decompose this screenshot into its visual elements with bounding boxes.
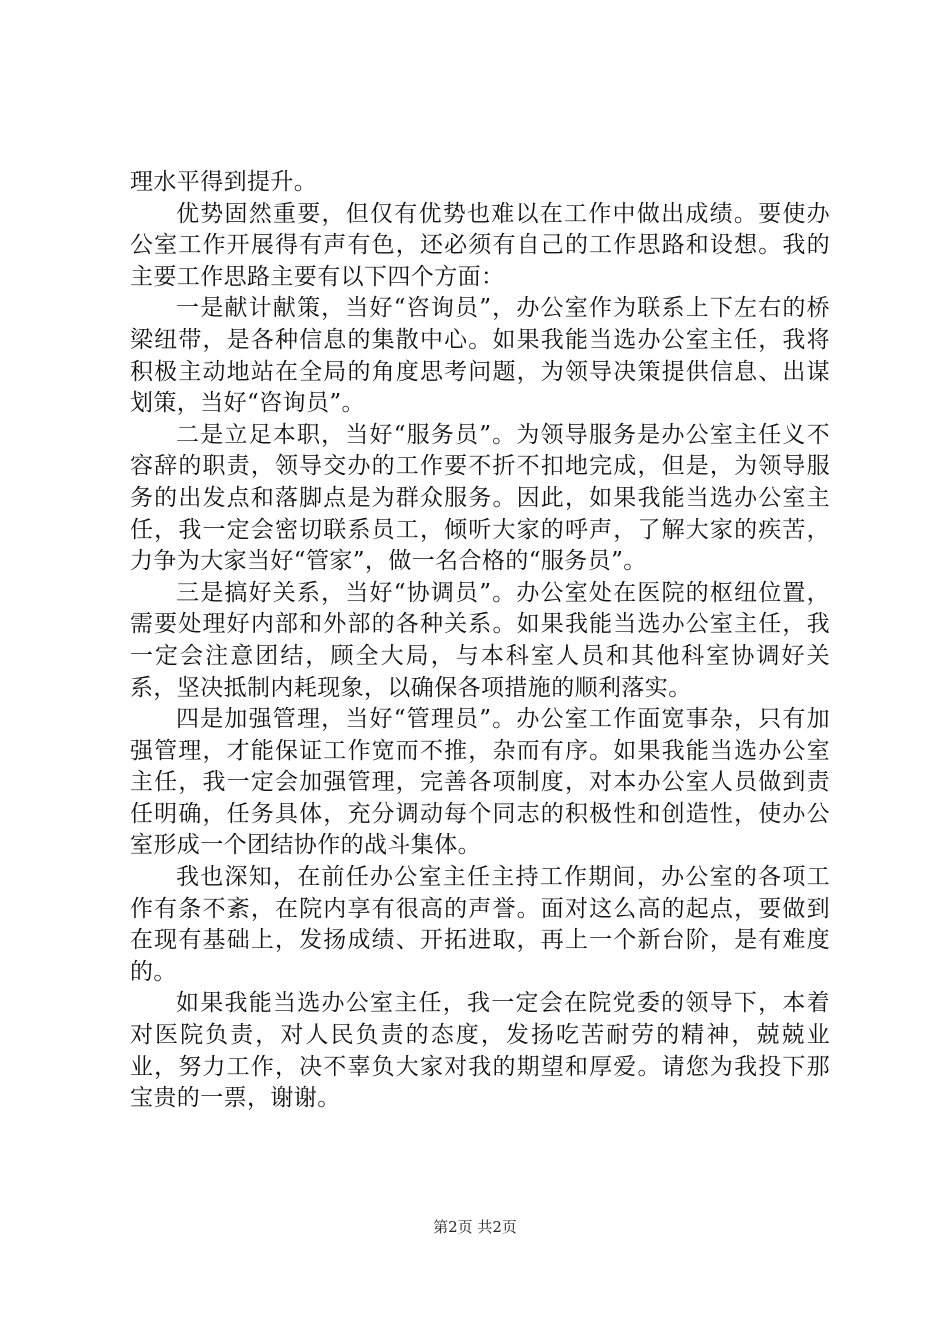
document-body (130, 167, 830, 1115)
paragraph-7: 我也深知，在前任办公室主任主持工作期间，办公室的各项工作有条不紊，在院内享有很高的声誉。面对这么高的起点，要做到在现有基础上，发扬成绩、开拓进取，再上一个新台阶，是有难度的。 (130, 864, 830, 985)
paragraph-2: 优势固然重要，但仅有优势也难以在工作中做出成绩。要使办公室工作开展得有声有色，还必须有自己的工作思路和设想。我的主要工作思路主要有以下四个方面： (130, 200, 830, 290)
paragraph-8: 如果我能当选办公室主任，我一定会在院党委的领导下，本着对医院负责，对人民负责的态度，发扬吃苦耐劳的精神，兢兢业业，努力工作，决不辜负大家对我的期望和厚爱。请您为我投下那宝贵的一票，谢谢。 (130, 990, 830, 1112)
paragraph-1: 理水平得到提升。 (130, 169, 318, 195)
paragraph-6: 四是加强管理，当好“管理员”。办公室工作面宽事杂，只有加强管理，才能保证工作宽而不推，杂而有序。如果我能当选办公室主任，我一定会加强管理，完善各项制度，对本办公室人员做到责任明确，任务具体，充分调动每个同志的积极性和创造性，使办公室形成一个团结协作的战斗集体。 (130, 706, 830, 859)
paragraph-5: 三是搞好关系，当好“协调员”。办公室处在医院的枢纽位置，需要处理好内部和外部的各种关系。如果我能当选办公室主任，我一定会注意团结，顾全大局，与本科室人员和其他科室协调好关系，坚决抵制内耗现象，以确保各项措施的顺利落实。 (130, 579, 830, 701)
paragraph-3: 一是献计献策，当好“咨询员”，办公室作为联系上下左右的桥梁纽带，是各种信息的集散中心。如果我能当选办公室主任，我将积极主动地站在全局的角度思考问题，为领导决策提供信息、出谋划策，当好“咨询员”。 (130, 295, 830, 417)
page-footer: 第2页 共2页 (433, 1218, 517, 1236)
paragraph-4: 二是立足本职，当好“服务员”。为领导服务是办公室主任义不容辞的职责，领导交办的工作要不折不扣地完成，但是，为领导服务的出发点和落脚点是为群众服务。因此，如果我能当选办公室主任，我一定会密切联系员工，倾听大家的呼声，了解大家的疾苦，力争为大家当好“管家”，做一名合格的“服务员”。 (130, 421, 830, 575)
